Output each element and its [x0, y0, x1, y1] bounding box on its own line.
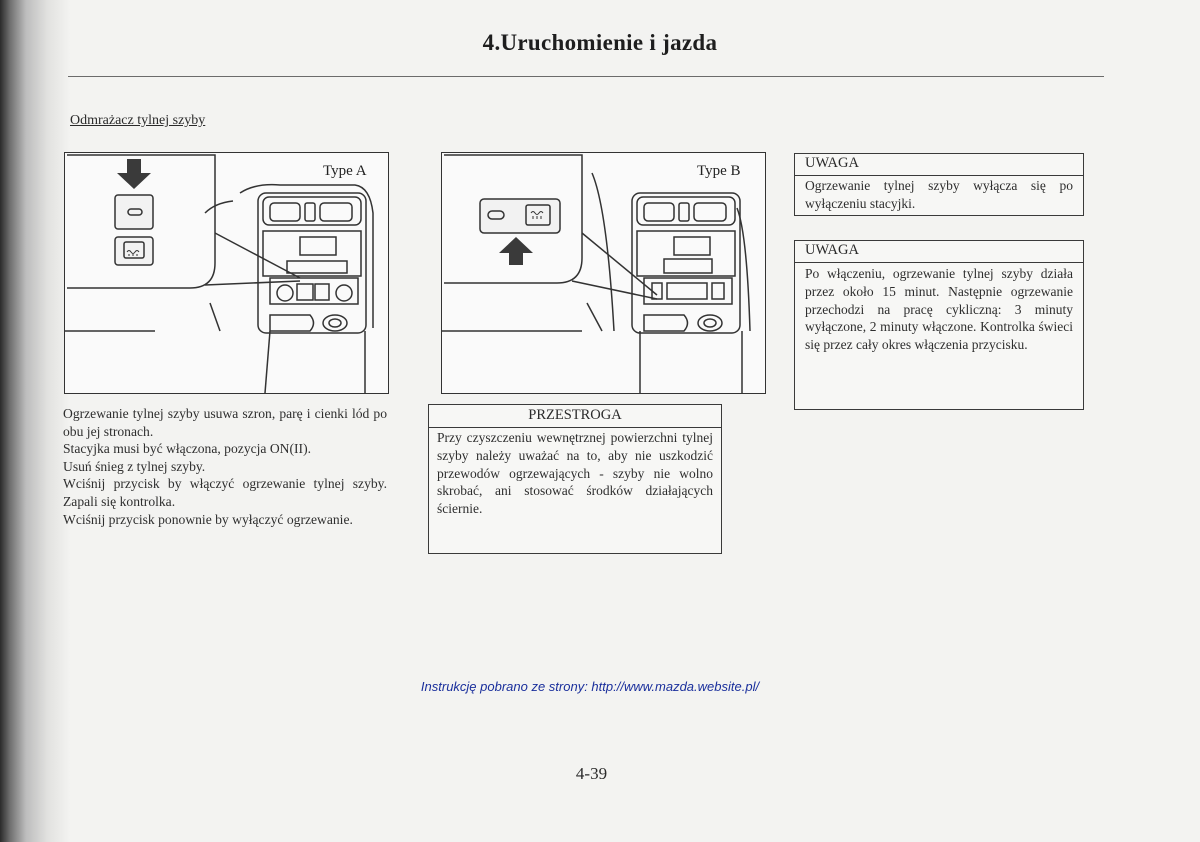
- page-number: 4-39: [575, 764, 608, 783]
- note-box-1: [794, 153, 1084, 216]
- instruction-paragraph: Usuń śnieg z tylnej szyby.: [63, 458, 206, 474]
- figure-label-type-b: Type B: [697, 163, 741, 179]
- note-title-2: UWAGA: [795, 241, 1083, 263]
- dashboard-illustration-a: [65, 153, 387, 393]
- section-heading: Odmrażacz tylnej szyby: [70, 113, 206, 128]
- figure-type-b: [441, 152, 766, 394]
- instructions-text: [63, 405, 387, 528]
- note-text-2: Po włączeniu, ogrzewanie tylnej szyby działa przez około 15 minut. Następnie ogrzewanie przechodzi na pracę cykliczną: 3 minuty wyłączone, 2 minuty włączone. Kontrolka świeci się przez cały okres włączenia przycisku.: [805, 266, 1073, 353]
- book-binding-shadow: [0, 0, 70, 842]
- note-title-1: UWAGA: [795, 154, 1083, 176]
- caution-title: PRZESTROGA: [429, 405, 721, 428]
- page-title: 4.Uruchomienie i jazda: [482, 30, 718, 55]
- header-divider: [68, 76, 1104, 77]
- dashboard-illustration-b: [442, 153, 764, 393]
- instruction-paragraph: Wciśnij przycisk by włączyć ogrzewanie tylnej szyby. Zapali się kontrolka.: [63, 476, 387, 509]
- instruction-paragraph: Wciśnij przycisk ponownie by wyłączyć ogrzewanie.: [63, 511, 353, 527]
- caution-box: [428, 404, 722, 554]
- figure-type-a: [64, 152, 389, 394]
- note-text-1: Ogrzewanie tylnej szyby wyłącza się po wyłączeniu stacyjki.: [805, 178, 1073, 211]
- source-link[interactable]: Instrukcję pobrano ze strony: http://www.mazda.website.pl/: [420, 679, 760, 694]
- instruction-paragraph: Stacyjka musi być włączona, pozycja ON(II).: [63, 441, 311, 457]
- figure-label-type-a: Type A: [323, 163, 367, 179]
- caution-text: Przy czyszczeniu wewnętrznej powierzchni tylnej szyby należy uważać na to, aby nie uszkodzić przewodów ogrzewających - szyby nie wolno skrobać, ani stosować środków działających ściernie.: [437, 430, 713, 517]
- note-box-2: [794, 240, 1084, 410]
- instruction-paragraph: Ogrzewanie tylnej szyby usuwa szron, parę i cienki lód po obu jej stronach.: [63, 406, 387, 439]
